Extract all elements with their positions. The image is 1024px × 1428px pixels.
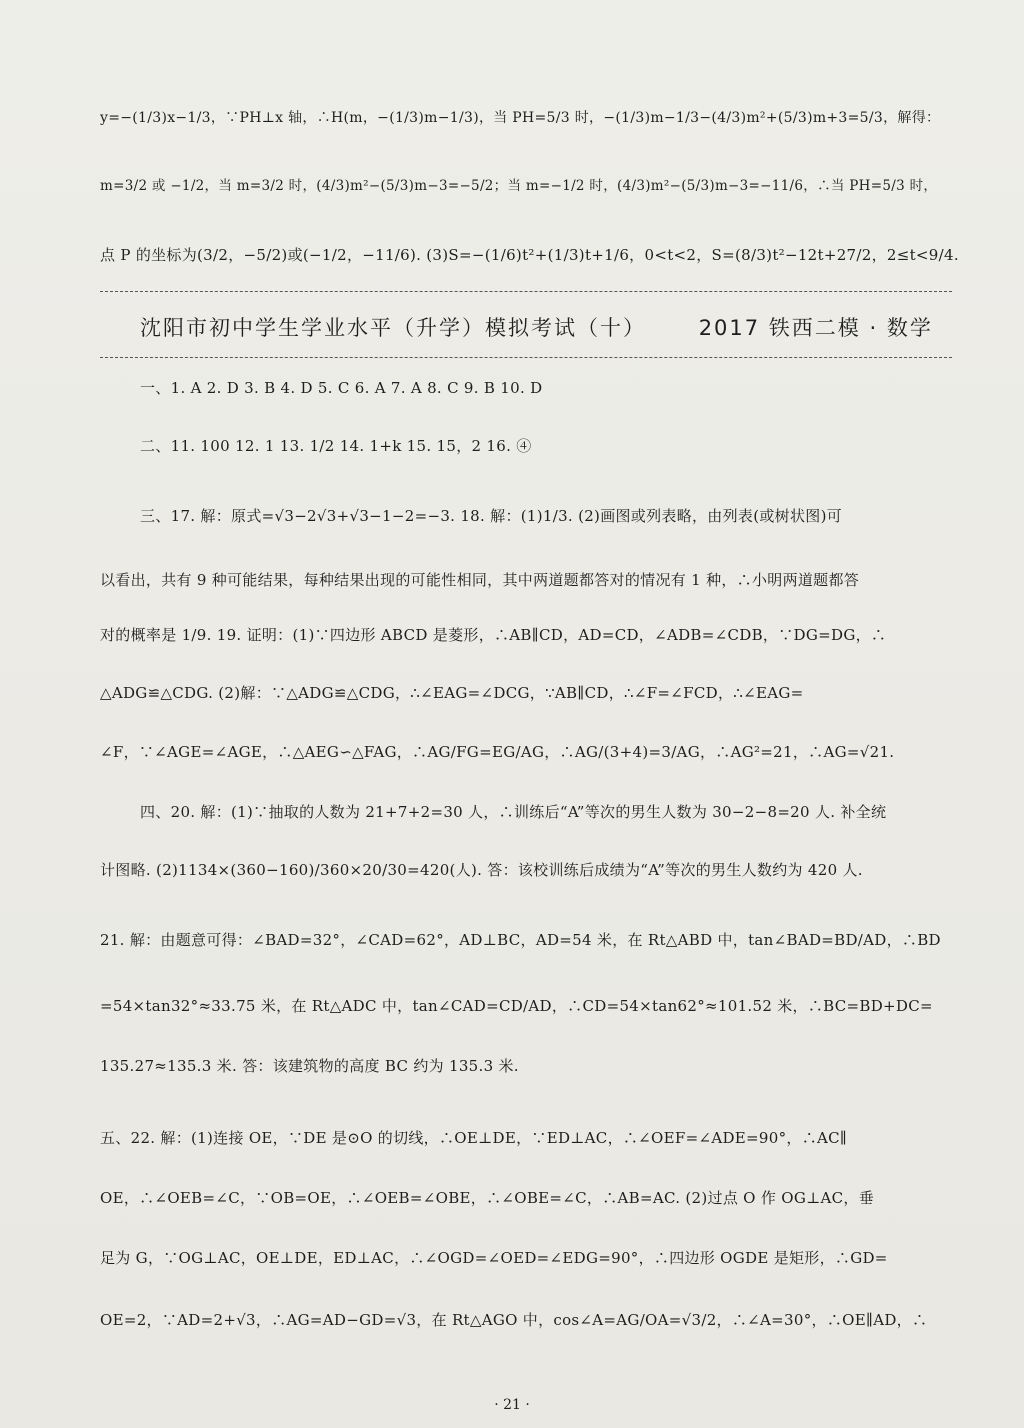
page-number: · 21 ·: [494, 1397, 530, 1413]
answer-line-4: 以看出，共有 9 种可能结果，每种结果出现的可能性相同，其中两道题都答对的情况有 1 种，∴小明两道题都答: [100, 571, 860, 589]
prev-text-line-3: 点 P 的坐标为(3/2，−5/2)或(−1/2，−11/6). (3)S=−(1/6)t²+(1/3)t+1/6，0<t<2，S=(8/3)t²−12t+27/2，2≤t<9/4.: [100, 246, 959, 264]
answer-line-16: OE=2，∵AD=2+√3，∴AG=AD−GD=√3，在 Rt△AGO 中，cos∠A=AG/OA=√3/2，∴∠A=30°，∴OE∥AD，∴: [100, 1311, 928, 1329]
answer-line-1: 一、1. A 2. D 3. B 4. D 5. C 6. A 7. A 8. C 9. B 10. D: [140, 379, 543, 397]
prev-text-line-2: m=3/2 或 −1/2，当 m=3/2 时，(4/3)m²−(5/3)m−3=−5/2；当 m=−1/2 时，(4/3)m²−(5/3)m−3=−11/6，∴当 PH=5/3 时，: [100, 178, 938, 194]
prev-text-line-1: y=−(1/3)x−1/3，∵PH⊥x 轴，∴H(m，−(1/3)m−1/3)，当 PH=5/3 时，−(1/3)m−1/3−(4/3)m²+(5/3)m+3=5/3，解得：: [100, 110, 941, 126]
section-divider-bottom: [100, 357, 952, 358]
answer-line-3: 三、17. 解：原式=√3−2√3+√3−1−2=−3. 18. 解：(1)1/3. (2)画图或列表略，由列表(或树状图)可: [140, 507, 843, 525]
exam-title: [140, 314, 940, 342]
answer-line-12: 135.27≈135.3 米. 答：该建筑物的高度 BC 约为 135.3 米.: [100, 1057, 519, 1075]
answer-line-11: =54×tan32°≈33.75 米，在 Rt△ADC 中，tan∠CAD=CD/AD，∴CD=54×tan62°≈101.52 米，∴BC=BD+DC=: [100, 997, 933, 1015]
answer-line-14: OE，∴∠OEB=∠C，∵OB=OE，∴∠OEB=∠OBE，∴∠OBE=∠C，∴AB=AC. (2)过点 O 作 OG⊥AC，垂: [100, 1189, 875, 1207]
answer-line-13: 五、22. 解：(1)连接 OE，∵DE 是⊙O 的切线，∴OE⊥DE，∵ED⊥AC，∴∠OEF=∠ADE=90°，∴AC∥: [100, 1129, 848, 1147]
section-divider-top: [100, 291, 952, 292]
exam-title-main: 沈阳市初中学生学业水平（升学）模拟考试（十）: [140, 316, 646, 340]
answer-line-2: 二、11. 100 12. 1 13. 1/2 14. 1+k 15. 15，2 16. ④: [140, 437, 532, 455]
exam-title-sub: 2017 铁西二模 · 数学: [698, 316, 933, 340]
answer-line-10: 21. 解：由题意可得：∠BAD=32°，∠CAD=62°，AD⊥BC，AD=54 米，在 Rt△ABD 中，tan∠BAD=BD/AD，∴BD: [100, 931, 941, 949]
answer-line-5: 对的概率是 1/9. 19. 证明：(1)∵四边形 ABCD 是菱形，∴AB∥CD，AD=CD，∠ADB=∠CDB，∵DG=DG，∴: [100, 626, 887, 644]
answer-line-9: 计图略. (2)1134×(360−160)/360×20/30=420(人). 答：该校训练后成绩为“A”等次的男生人数约为 420 人.: [100, 861, 863, 879]
answer-line-15: 足为 G，∵OG⊥AC，OE⊥DE，ED⊥AC，∴∠OGD=∠OED=∠EDG=90°，∴四边形 OGDE 是矩形，∴GD=: [100, 1249, 888, 1267]
answer-line-7: ∠F，∵∠AGE=∠AGE，∴△AEG∽△FAG，∴AG/FG=EG/AG，∴AG/(3+4)=3/AG，∴AG²=21，∴AG=√21.: [100, 743, 895, 761]
answer-line-6: △ADG≌△CDG. (2)解：∵△ADG≌△CDG，∴∠EAG=∠DCG，∵AB∥CD，∴∠F=∠FCD，∴∠EAG=: [100, 684, 804, 702]
answer-line-8: 四、20. 解：(1)∵抽取的人数为 21+7+2=30 人，∴训练后“A”等次的男生人数为 30−2−8=20 人. 补全统: [140, 803, 887, 821]
